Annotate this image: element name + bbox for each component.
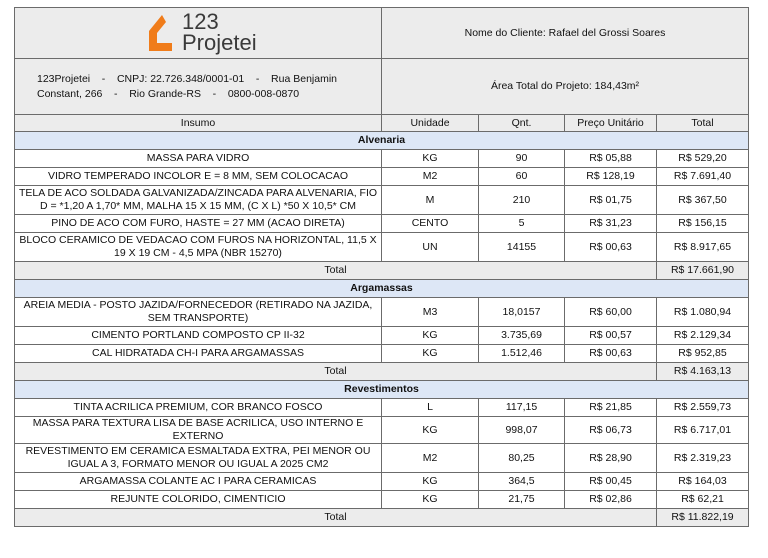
item-unit: KG <box>382 417 479 444</box>
item-qty: 210 <box>479 186 565 215</box>
header-row-1 <box>15 8 749 59</box>
table-row <box>15 473 749 491</box>
item-total: R$ 2.129,34 <box>657 327 749 345</box>
item-name: ARGAMASSA COLANTE AC I PARA CERAMICAS <box>15 473 382 491</box>
table-row <box>15 233 749 262</box>
item-total: R$ 62,21 <box>657 491 749 509</box>
section-total-value: R$ 17.661,90 <box>657 262 749 280</box>
item-unit: M2 <box>382 168 479 186</box>
item-unit: KG <box>382 150 479 168</box>
item-qty: 998,07 <box>479 417 565 444</box>
project-area: Área Total do Projeto: 184,43m² <box>382 59 749 115</box>
item-total: R$ 156,15 <box>657 215 749 233</box>
column-header-total: Total <box>657 115 749 132</box>
section-total-row <box>15 262 749 280</box>
item-price: R$ 01,75 <box>565 186 657 215</box>
client-name: Nome do Cliente: Rafael del Grossi Soares <box>382 8 749 59</box>
item-qty: 60 <box>479 168 565 186</box>
section-title: Alvenaria <box>15 132 749 150</box>
item-unit: KG <box>382 327 479 345</box>
company-info <box>15 59 382 115</box>
item-price: R$ 06,73 <box>565 417 657 444</box>
item-qty: 117,15 <box>479 399 565 417</box>
item-name: AREIA MEDIA - POSTO JAZIDA/FORNECEDOR (RETIRADO NA JAZIDA, SEM TRANSPORTE) <box>15 298 382 327</box>
logo-mark-icon <box>146 13 176 53</box>
item-price: R$ 00,63 <box>565 345 657 363</box>
item-unit: M2 <box>382 444 479 473</box>
section-header-row <box>15 280 749 298</box>
item-total: R$ 7.691,40 <box>657 168 749 186</box>
table-row <box>15 399 749 417</box>
item-name: REVESTIMENTO EM CERAMICA ESMALTADA EXTRA, PEI MENOR OU IGUAL A 3, FORMATO MENOR OU IGUAL A 2025 CM2 <box>15 444 382 473</box>
item-name: CIMENTO PORTLAND COMPOSTO CP II-32 <box>15 327 382 345</box>
item-name: VIDRO TEMPERADO INCOLOR E = 8 MM, SEM COLOCACAO <box>15 168 382 186</box>
item-price: R$ 00,45 <box>565 473 657 491</box>
item-qty: 21,75 <box>479 491 565 509</box>
section-total-label: Total <box>15 363 657 381</box>
item-total: R$ 8.917,65 <box>657 233 749 262</box>
item-name: PINO DE ACO COM FURO, HASTE = 27 MM (ACAO DIRETA) <box>15 215 382 233</box>
item-unit: KG <box>382 491 479 509</box>
section-total-value: R$ 4.163,13 <box>657 363 749 381</box>
item-total: R$ 367,50 <box>657 186 749 215</box>
item-price: R$ 00,57 <box>565 327 657 345</box>
item-name: TINTA ACRILICA PREMIUM, COR BRANCO FOSCO <box>15 399 382 417</box>
table-row <box>15 417 749 444</box>
table-row <box>15 444 749 473</box>
logo-brand-name: Projetei <box>182 30 257 55</box>
item-total: R$ 6.717,01 <box>657 417 749 444</box>
section-header-row <box>15 381 749 399</box>
logo-number: 123 <box>182 9 219 34</box>
item-name: MASSA PARA VIDRO <box>15 150 382 168</box>
table-row <box>15 168 749 186</box>
table-row <box>15 491 749 509</box>
item-unit: CENTO <box>382 215 479 233</box>
item-qty: 90 <box>479 150 565 168</box>
table-row <box>15 215 749 233</box>
item-qty: 364,5 <box>479 473 565 491</box>
table-row <box>15 298 749 327</box>
item-name: CAL HIDRATADA CH-I PARA ARGAMASSAS <box>15 345 382 363</box>
item-total: R$ 164,03 <box>657 473 749 491</box>
header-row-2 <box>15 59 749 115</box>
item-qty: 18,0157 <box>479 298 565 327</box>
item-qty: 1.512,46 <box>479 345 565 363</box>
table-row <box>15 327 749 345</box>
section-total-label: Total <box>15 262 657 280</box>
item-name: MASSA PARA TEXTURA LISA DE BASE ACRILICA, USO INTERNO E EXTERNO <box>15 417 382 444</box>
company-logo <box>18 8 378 58</box>
item-total: R$ 1.080,94 <box>657 298 749 327</box>
item-total: R$ 2.319,23 <box>657 444 749 473</box>
section-total-row <box>15 363 749 381</box>
item-name: REJUNTE COLORIDO, CIMENTICIO <box>15 491 382 509</box>
company-info-line-1: 123Projetei - CNPJ: 22.726.348/0001-01 - Rua Benjamin <box>37 72 337 85</box>
item-price: R$ 60,00 <box>565 298 657 327</box>
item-unit: M <box>382 186 479 215</box>
section-title: Argamassas <box>15 280 749 298</box>
item-qty: 14155 <box>479 233 565 262</box>
item-total: R$ 952,85 <box>657 345 749 363</box>
item-price: R$ 00,63 <box>565 233 657 262</box>
item-name: BLOCO CERAMICO DE VEDACAO COM FUROS NA HORIZONTAL, 11,5 X 19 X 19 CM - 4,5 MPA (NBR 15270) <box>15 233 382 262</box>
column-header-insumo: Insumo <box>15 115 382 132</box>
budget-sheet <box>14 7 748 527</box>
item-unit: UN <box>382 233 479 262</box>
column-header-preco-unitario: Preço Unitário <box>565 115 657 132</box>
section-title: Revestimentos <box>15 381 749 399</box>
logo-cell <box>15 8 382 59</box>
item-price: R$ 05,88 <box>565 150 657 168</box>
section-total-row <box>15 509 749 527</box>
item-unit: L <box>382 399 479 417</box>
section-header-row <box>15 132 749 150</box>
column-header-unidade: Unidade <box>382 115 479 132</box>
item-total: R$ 529,20 <box>657 150 749 168</box>
item-qty: 80,25 <box>479 444 565 473</box>
column-header-qnt: Qnt. <box>479 115 565 132</box>
item-price: R$ 128,19 <box>565 168 657 186</box>
item-price: R$ 31,23 <box>565 215 657 233</box>
item-name: TELA DE ACO SOLDADA GALVANIZADA/ZINCADA PARA ALVENARIA, FIO D = *1,20 A 1,70* MM, MALHA 15 X 15 MM, (C X L) *50 X 10,5* CM <box>15 186 382 215</box>
column-header-row <box>15 115 749 132</box>
item-qty: 3.735,69 <box>479 327 565 345</box>
item-price: R$ 21,85 <box>565 399 657 417</box>
budget-table <box>14 7 749 527</box>
item-unit: KG <box>382 345 479 363</box>
table-row <box>15 345 749 363</box>
item-qty: 5 <box>479 215 565 233</box>
item-price: R$ 28,90 <box>565 444 657 473</box>
item-price: R$ 02,86 <box>565 491 657 509</box>
company-info-line-2: Constant, 266 - Rio Grande-RS - 0800-008-0870 <box>37 87 300 100</box>
section-total-label: Total <box>15 509 657 527</box>
section-total-value: R$ 11.822,19 <box>657 509 749 527</box>
table-row <box>15 186 749 215</box>
item-unit: M3 <box>382 298 479 327</box>
table-row <box>15 150 749 168</box>
item-unit: KG <box>382 473 479 491</box>
item-total: R$ 2.559,73 <box>657 399 749 417</box>
